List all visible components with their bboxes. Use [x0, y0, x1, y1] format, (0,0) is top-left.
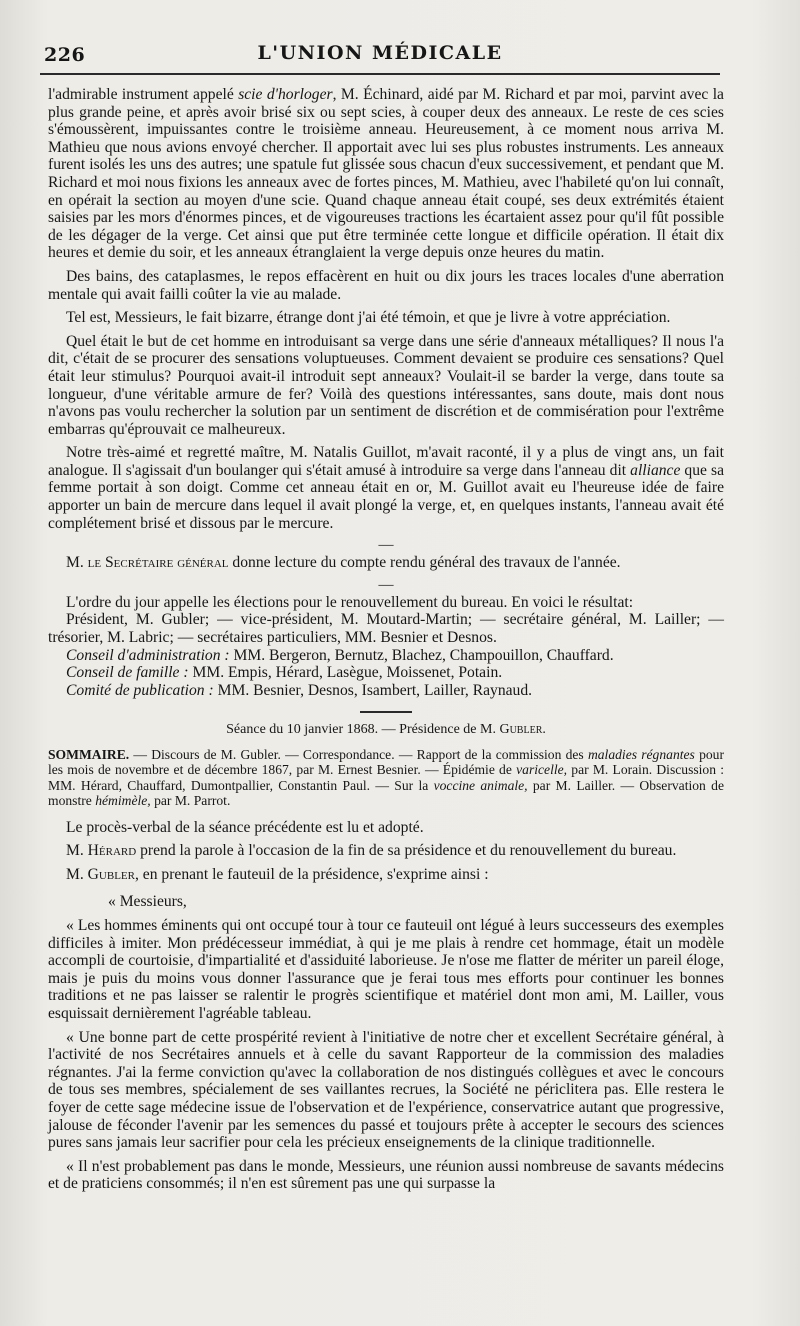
- small-caps-name: Hérard: [87, 842, 137, 860]
- italic-term: hémimèle,: [95, 793, 151, 809]
- paragraph-herard: [48, 842, 724, 860]
- text-run: M.: [66, 554, 88, 572]
- speech-paragraph-3: « Il n'est probablement pas dans le monde, Messieurs, une réunion aussi nombreuse de savants médecins et de praticiens consommés; il n'en est sûrement pas une qui surpasse la: [48, 1157, 724, 1193]
- text-run: MM. Bergeron, Bernutz, Blachez, Champouillon, Chauffard.: [229, 646, 614, 664]
- text-run: Séance du 10 janvier 1868. — Présidence de M.: [226, 722, 500, 738]
- text-run: M.: [66, 842, 88, 860]
- paragraph-gubler: [48, 866, 724, 884]
- text-run: prend la parole à l'occasion de la fin de sa présidence et du renouvellement du bureau.: [136, 842, 677, 860]
- text-run: MM. Empis, Hérard, Lasègue, Moissenet, Potain.: [188, 664, 503, 682]
- paragraph-operation: [48, 86, 724, 262]
- running-header: [40, 36, 720, 76]
- header-rule: [40, 73, 720, 75]
- italic-label: Comité de publication :: [66, 681, 214, 699]
- comite-publication: [48, 682, 724, 700]
- speech-paragraph-1: « Les hommes éminents qui ont occupé tour à tour ce fauteuil ont légué à leurs successeurs des exemples difficiles à imiter. Mon prédécesseur immédiat, à qui je me plais à rendre cet hommage, était un modèle accompli de courtoisie, d'impartialité et d'assiduité laborieuse. Je n'ose me flatter de mériter un pareil éloge, mais je puis du moins vous donner l'assurance que je ferai tous mes efforts pour continuer les bonnes traditions et ne pas laisser se ralentir le progrès scientifique et matériel dont mon ami, M. Lailler, vous esquissait dernièrement l'agréable tableau.: [48, 917, 724, 1022]
- speech-paragraph-2: « Une bonne part de cette prospérité revient à l'initiative de notre cher et excellent Secrétaire général, à l'activité de nos Secrétaires annuels et à celle du savant Rapporteur de la commission des maladies régnantes. J'ai la ferme conviction qu'avec la collaboration de nos distingués collègues et avec le concours de tous ses membres, spécialement de ses vaillantes recrues, la Société ne périclitera pas. Elle restera le foyer de cette sage médecine issue de l'observation et de l'expérience, conservatrice autant que progressive, jalouse de féconder l'avenir par les semences du passé et toujours prête à accepter le secours des sciences pures sans jamais leur sacrifier pour cela les précieux enseignements de la clinique traditionnelle.: [48, 1028, 724, 1152]
- text-run: donne lecture du compte rendu général des travaux de l'année.: [228, 554, 621, 572]
- paragraph-secretaire: [48, 554, 724, 572]
- text-run: pour les mois de novembre et de décembre 1867, par M. Ernest Besnier. — Épidémie de: [48, 747, 724, 778]
- text-run: M.: [66, 865, 88, 883]
- text-run: .: [542, 722, 546, 738]
- text-run: que sa femme portait à son doigt. Comme cet anneau était en or, M. Guillot avait eu l'heureuse idée de faire apporter un bain de mercure dans lequel il avait plongé la verge, et, en quelques instants, l'anneau avait été complétement brisé et dissous par le mercure.: [48, 461, 724, 532]
- italic-term: alliance: [630, 461, 681, 479]
- small-caps-name: Gubler: [87, 865, 135, 883]
- paragraph-bureau: Président, M. Gubler; — vice-président, M. Moutard-Martin; — secrétaire général, M. Lailler; — trésorier, M. Labric; — secrétaires particuliers, MM. Besnier et Desnos.: [48, 611, 724, 647]
- text-run: MM. Besnier, Desnos, Isambert, Lailler, Raynaud.: [213, 681, 533, 699]
- sommaire: [48, 747, 724, 809]
- seance-title: [48, 721, 724, 739]
- text-run: l'admirable instrument appelé: [48, 86, 239, 103]
- paragraph-guillot: [48, 444, 724, 532]
- text-run: — Discours de M. Gubler. — Correspondance. — Rapport de la commission des: [129, 747, 588, 762]
- paragraph-appreciation: Tel est, Messieurs, le fait bizarre, étrange dont j'ai été témoin, et que je livre à votre appréciation.: [66, 309, 671, 327]
- text-run: par M. Parrot.: [150, 793, 231, 809]
- italic-term: voccine animale,: [433, 777, 528, 793]
- conseil-famille: [48, 664, 724, 682]
- text-run: , en prenant le fauteuil de la présidence, s'exprime ainsi :: [135, 865, 489, 883]
- paragraph-ordre-du-jour: L'ordre du jour appelle les élections pour le renouvellement du bureau. En voici le résultat:: [66, 593, 634, 611]
- italic-label: Conseil d'administration :: [66, 646, 230, 664]
- small-caps-name: le Secrétaire général: [87, 554, 229, 572]
- body-text: [48, 86, 724, 1193]
- paragraph-questions: Quel était le but de cet homme en introduisant sa verge dans une série d'anneaux métalliques? Il nous l'a dit, c'était de se procurer des sensations voluptueuses. Comment devaient se produire ces sensations? Quel était leur stimulus? Pourquoi avait-il introduit sept anneaux? Voulait-il se barder la verge, dans toute sa longueur, d'une véritable armure de fer? Voilà des questions intéressantes, sans doute, mais dont nous n'avons pas voulu rechercher la solution par un sentiment de discrétion et de commisération pour l'extrême embarras qu'éprouvait ce malheureux.: [48, 332, 724, 438]
- small-caps-name: Gubler: [499, 722, 543, 738]
- italic-term: scie d'horloger: [238, 86, 333, 103]
- italic-term: maladies régnantes: [587, 747, 695, 762]
- page-number: 226: [44, 44, 86, 66]
- text-run: par M. Lorain. Discussion : MM. Hérard, Chauffard, Dumontpallier, Constantin Paul. — Sur la: [48, 762, 724, 793]
- section-rule: [360, 711, 412, 713]
- text-run: par M. Lailler. — Observation de monstre: [48, 777, 724, 809]
- text-run: , M. Échinard, aidé par M. Richard et par moi, parvint avec la plus grande peine, et après avoir brisé six ou sept scies, à couper deux des anneaux. Le reste de ces scies s'émoussèrent, impuissantes contre le troisième anneau. Heureusement, à ce moment nous arriva M. Mathieu que nous avions envoyé chercher. Il apportait avec lui ses plus robustes instruments. Les anneaux furent isolés les uns des autres; une spatule fut glissée sous chacun d'eux successivement, et pendant que M. Richard et moi nous fixions les anneaux avec de fortes pinces, M. Mathieu, avec l'habileté qu'on lui connaît, en opérait la section au moyen d'une scie. Quand chaque anneau était coupé, ses deux extrémités étaient saisies par les mors d'énormes pinces, et de vigoureuses tractions les écartaient assez pour qu'il fût possible de les dégager de la verge. Cet ainsi que put être terminée cette longue et difficile opération. Il était dix heures et demie du soir, et les anneaux étranglaient la verge depuis onze heures du matin.: [48, 86, 724, 262]
- paragraph-recovery: Des bains, des cataplasmes, le repos effacèrent en huit ou dix jours les traces locales d'une aberration mentale qui avait failli coûter la vie au malade.: [48, 267, 724, 303]
- journal-title: L'UNION MÉDICALE: [257, 42, 503, 64]
- sommaire-label: SOMMAIRE.: [48, 747, 130, 762]
- paragraph-proces-verbal: Le procès-verbal de la séance précédente est lu et adopté.: [66, 818, 424, 836]
- section-dash: —: [378, 537, 394, 554]
- italic-term: varicelle,: [516, 762, 568, 778]
- speech-salutation: « Messieurs,: [108, 893, 187, 911]
- section-dash: —: [378, 576, 394, 593]
- conseil-administration: [48, 647, 724, 665]
- italic-label: Conseil de famille :: [66, 664, 189, 682]
- text-run: Notre très-aimé et regretté maître, M. Natalis Guillot, m'avait raconté, il y a plus de vingt ans, un fait analogue. Il s'agissait d'un boulanger qui s'était amusé à introduire sa verge dans l'anneau dit: [48, 444, 724, 479]
